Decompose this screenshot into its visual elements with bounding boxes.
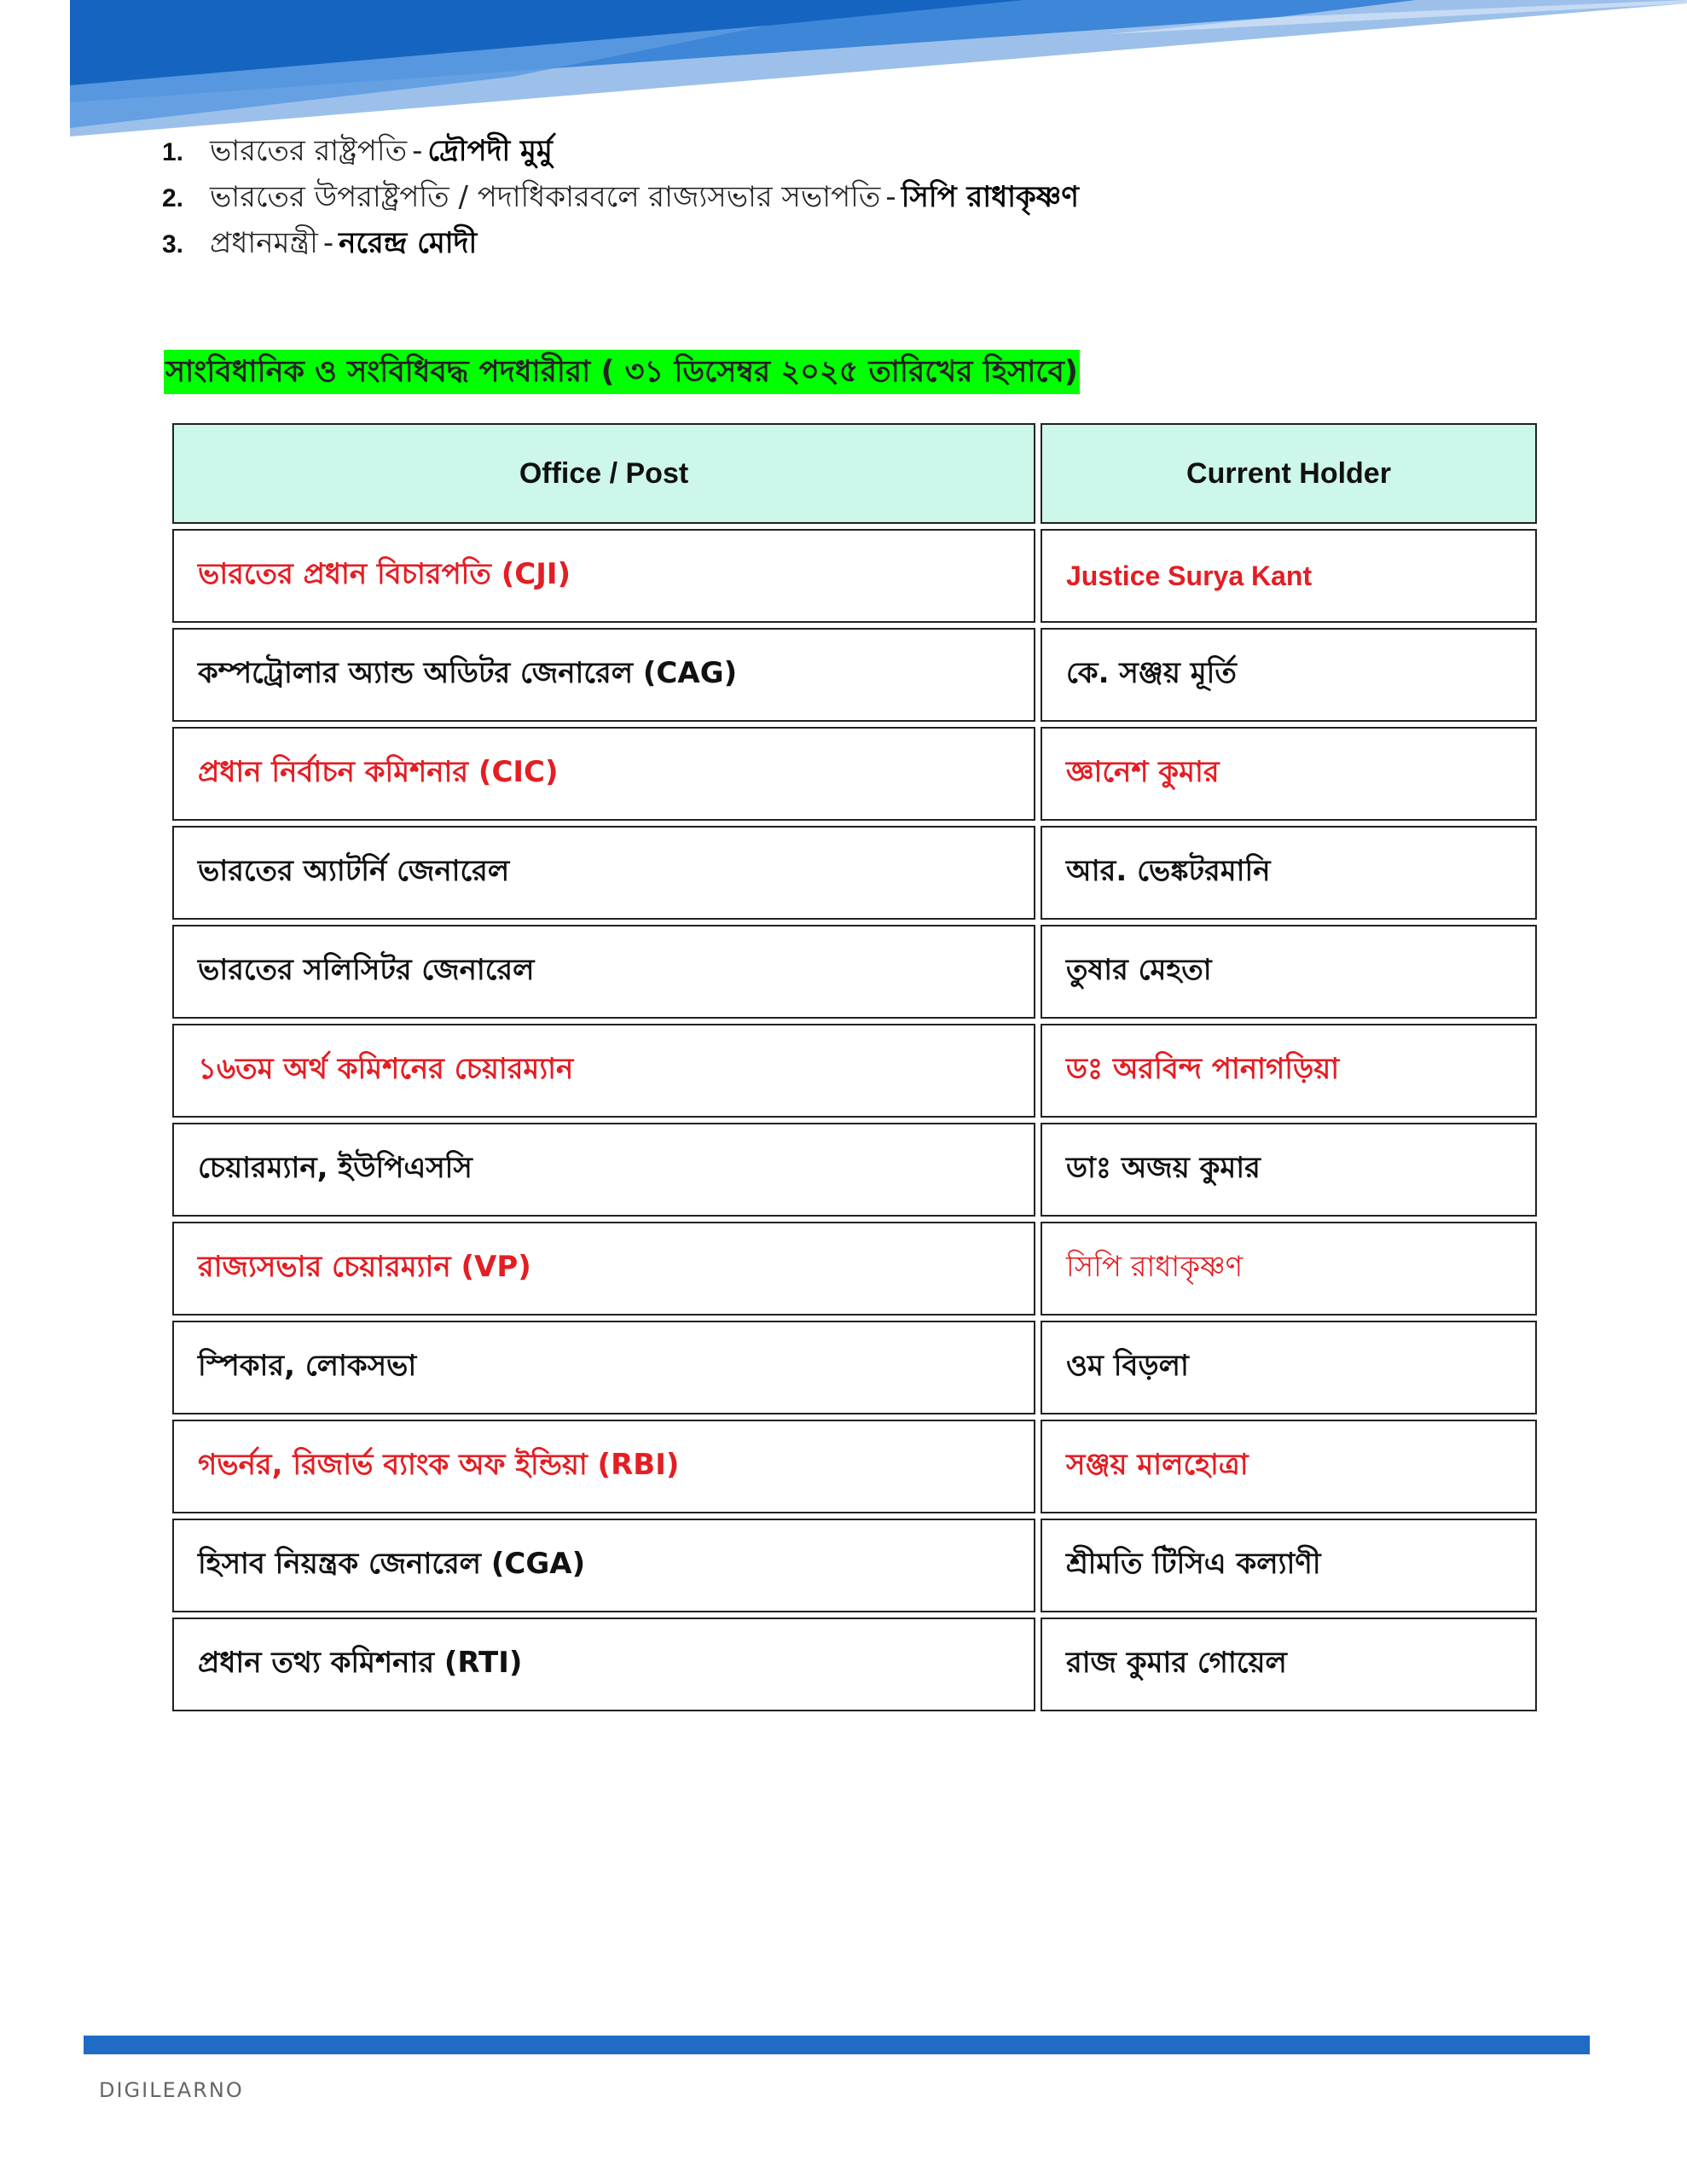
office-cell: কম্পট্রোলার অ্যান্ড অডিটর জেনারেল (CAG) (172, 628, 1035, 722)
table-row (172, 628, 1537, 722)
list-item (162, 128, 1079, 174)
list-separator: - (885, 180, 896, 214)
table-row (172, 1618, 1537, 1711)
holder-cell: ডাঃ অজয় কুমার (1041, 1123, 1537, 1217)
holder-cell: সঞ্জয় মালহোত্রা (1041, 1420, 1537, 1513)
table-row (172, 1222, 1537, 1316)
table-row (172, 925, 1537, 1019)
office-cell: প্রধান তথ্য কমিশনার (RTI) (172, 1618, 1035, 1711)
holder-cell: Justice Surya Kant (1041, 529, 1537, 623)
table-row (172, 1519, 1537, 1612)
office-cell: গভর্নর, রিজার্ভ ব্যাংক অফ ইন্ডিয়া (RBI) (172, 1420, 1035, 1513)
holder-cell: শ্রীমতি টিসিএ কল্যাণী (1041, 1519, 1537, 1612)
header-holder: Current Holder (1041, 423, 1537, 524)
list-value: সিপি রাধাকৃষ্ণণ (901, 180, 1079, 214)
list-label: ভারতের উপরাষ্ট্রপতি / পদাধিকারবলে রাজ্যসভার সভাপতি (210, 180, 881, 214)
table-row (172, 529, 1537, 623)
list-number: 1. (162, 138, 184, 166)
footer-bar (84, 2036, 1590, 2054)
header-office: Office / Post (172, 423, 1035, 524)
holder-cell: কে. সঞ্জয় মূর্তি (1041, 628, 1537, 722)
list-number: 2. (162, 184, 184, 212)
list-item (162, 220, 1079, 266)
holder-cell: রাজ কুমার গোয়েল (1041, 1618, 1537, 1711)
holder-cell: তুষার মেহতা (1041, 925, 1537, 1019)
holder-cell: জ্ঞানেশ কুমার (1041, 727, 1537, 821)
office-cell: চেয়ারম্যান, ইউপিএসসি (172, 1123, 1035, 1217)
top-officials-list (162, 128, 1079, 266)
list-item (162, 174, 1079, 220)
table-header-row (172, 423, 1537, 524)
header-banner (0, 0, 1687, 145)
office-cell: ভারতের সলিসিটর জেনারেল (172, 925, 1035, 1019)
list-label: প্রধানমন্ত্রী (210, 226, 318, 260)
list-value: দ্রৌপদী মুর্মু (427, 134, 553, 168)
list-separator: - (412, 134, 423, 168)
table-row (172, 727, 1537, 821)
office-cell: হিসাব নিয়ন্ত্রক জেনারেল (CGA) (172, 1519, 1035, 1612)
office-cell: প্রধান নির্বাচন কমিশনার (CIC) (172, 727, 1035, 821)
holder-cell: ডঃ অরবিন্দ পানাগড়িয়া (1041, 1024, 1537, 1118)
table-row (172, 826, 1537, 920)
list-value: নরেন্দ্র মোদী (339, 226, 478, 260)
table-row (172, 1321, 1537, 1414)
office-cell: ভারতের প্রধান বিচারপতি (CJI) (172, 529, 1035, 623)
office-holders-table (167, 418, 1542, 1716)
list-number: 3. (162, 230, 184, 258)
holder-cell: সিপি রাধাকৃষ্ণণ (1041, 1222, 1537, 1316)
list-label: ভারতের রাষ্ট্রপতি (210, 134, 408, 168)
section-heading: সাংবিধানিক ও সংবিধিবদ্ধ পদধারীরা ( ৩১ ডিসেম্বর ২০২৫ তারিখের হিসাবে) (164, 350, 1080, 394)
holder-cell: ওম বিড়লা (1041, 1321, 1537, 1414)
office-cell: রাজ্যসভার চেয়ারম্যান (VP) (172, 1222, 1035, 1316)
table-row (172, 1420, 1537, 1513)
holder-cell: আর. ভেঙ্কটরমানি (1041, 826, 1537, 920)
table-row (172, 1024, 1537, 1118)
table-row (172, 1123, 1537, 1217)
footer-brand: DIGILEARNO (99, 2078, 244, 2102)
list-separator: - (322, 226, 334, 260)
office-cell: ১৬তম অর্থ কমিশনের চেয়ারম্যান (172, 1024, 1035, 1118)
office-cell: স্পিকার, লোকসভা (172, 1321, 1035, 1414)
office-cell: ভারতের অ্যাটর্নি জেনারেল (172, 826, 1035, 920)
